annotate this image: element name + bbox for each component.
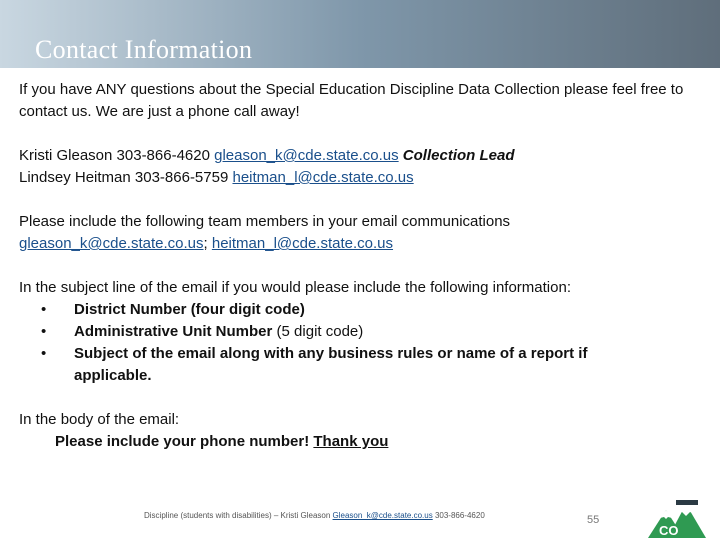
list-item-text-continued: applicable. xyxy=(74,367,152,384)
email-separator: ; xyxy=(203,235,212,252)
list-item-text-rest: (5 digit code) xyxy=(272,323,364,340)
contact-line-lindsey xyxy=(19,167,709,189)
list-item xyxy=(19,343,709,387)
email-link-gleason[interactable]: gleason_k@cde.state.co.us xyxy=(214,147,399,164)
phone-request xyxy=(19,431,709,453)
contact-role: Collection Lead xyxy=(398,147,515,164)
team-email-gleason[interactable]: gleason_k@cde.state.co.us xyxy=(19,235,204,252)
slide-body xyxy=(19,79,709,453)
list-item xyxy=(19,299,709,321)
phone-request-text: Please include your phone number! xyxy=(55,433,314,450)
list-item xyxy=(19,321,709,343)
list-item-text: District Number (four digit code) xyxy=(74,301,305,318)
body-instruction: In the body of the email: xyxy=(19,411,180,428)
subject-intro: In the subject line of the email if you would please include the following information: xyxy=(19,279,571,296)
intro-text: If you have ANY questions about the Special Education Discipline Data Collection please feel free to contact us. We are just a phone call away! xyxy=(19,81,684,120)
title-banner xyxy=(0,0,720,68)
list-item-text: Administrative Unit Number xyxy=(74,323,273,340)
contact-name-phone: Lindsey Heitman 303-866-5759 xyxy=(19,169,233,186)
team-email-heitman[interactable]: heitman_l@cde.state.co.us xyxy=(211,235,394,252)
thank-you-text: Thank you xyxy=(313,433,389,450)
subject-list xyxy=(19,299,709,387)
team-emails xyxy=(19,233,709,255)
bullet-icon: • xyxy=(41,345,47,362)
email-link-heitman[interactable]: heitman_l@cde.state.co.us xyxy=(232,169,414,186)
contact-name-phone: Kristi Gleason 303-866-4620 xyxy=(19,147,215,164)
colorado-logo-icon xyxy=(646,498,708,538)
page-title: Contact Information xyxy=(35,35,253,64)
footer-email-link[interactable]: Gleason_k@cde.state.co.us xyxy=(332,511,433,520)
footer-phone: 303-866-4620 xyxy=(432,511,485,520)
page-number: 55 xyxy=(587,514,600,526)
bullet-icon: • xyxy=(41,301,47,318)
logo-text: CO xyxy=(659,523,679,538)
bullet-icon: • xyxy=(41,323,47,340)
team-instruction: Please include the following team members in your email communications xyxy=(19,213,511,230)
contact-line-kristi xyxy=(19,145,709,167)
list-item-text: Subject of the email along with any business rules or name of a report if xyxy=(74,345,588,362)
footer-text: Discipline (students with disabilities) – Kristi Gleason xyxy=(144,511,333,520)
footer xyxy=(144,511,485,520)
